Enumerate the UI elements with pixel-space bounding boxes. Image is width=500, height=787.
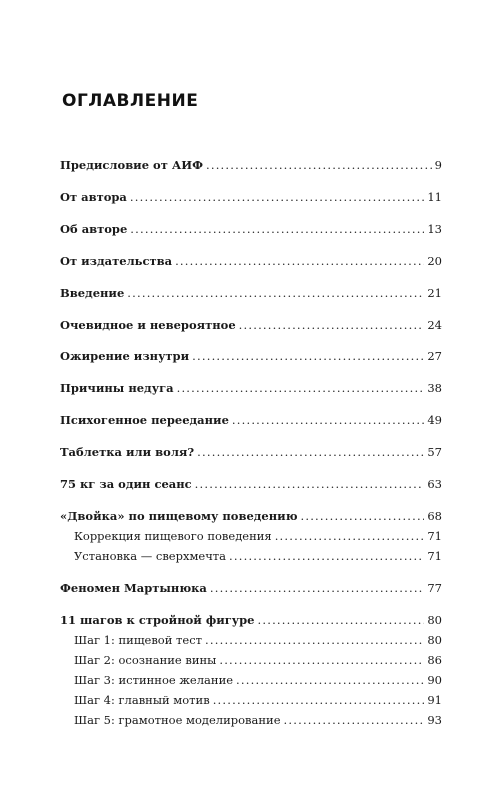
toc-entry-page: 90 <box>427 673 442 687</box>
toc-entry[interactable] <box>60 578 442 598</box>
toc-entry-page: 63 <box>427 477 442 491</box>
dot-leader <box>192 346 424 366</box>
toc-entry[interactable] <box>60 410 442 430</box>
dot-leader <box>219 650 424 670</box>
dot-leader <box>300 506 424 526</box>
toc-entry-page: 9 <box>434 158 442 172</box>
toc-entry-label: Ожирение изнутри <box>60 349 190 363</box>
toc-subentry[interactable] <box>74 526 442 546</box>
toc-entry-label: 11 шагов к стройной фигуре <box>60 613 255 627</box>
toc-entry-label: Введение <box>60 286 125 300</box>
toc-entry-page: 80 <box>427 633 442 647</box>
toc-entry[interactable] <box>60 346 442 366</box>
dot-leader <box>206 155 432 175</box>
toc-subentry[interactable] <box>74 650 442 670</box>
toc-subentry[interactable] <box>74 630 442 650</box>
dot-leader <box>213 690 425 710</box>
toc-entry-label: «Двойка» по пищевому поведению <box>60 509 298 523</box>
toc-entry-label: Коррекция пищевого поведения <box>74 529 272 543</box>
dot-leader <box>239 315 425 335</box>
toc-entry[interactable] <box>60 155 442 175</box>
dot-leader <box>210 578 424 598</box>
toc-entry-page: 27 <box>427 349 442 363</box>
dot-leader <box>177 378 425 398</box>
toc-entry-page: 86 <box>427 653 442 667</box>
dot-leader <box>236 670 424 690</box>
toc-entry-label: Очевидное и невероятное <box>60 318 236 332</box>
dot-leader <box>175 251 424 271</box>
toc-entry-page: 91 <box>427 693 442 707</box>
dot-leader <box>232 410 424 430</box>
toc-entry[interactable] <box>60 378 442 398</box>
toc-entry[interactable] <box>60 219 442 239</box>
toc-entry-label: От издательства <box>60 254 173 268</box>
toc-entry-label: Таблетка или воля? <box>60 445 195 459</box>
dot-leader <box>275 526 425 546</box>
toc-entry-label: Психогенное переедание <box>60 413 229 427</box>
dot-leader <box>284 710 425 730</box>
toc-entry-page: 57 <box>427 445 442 459</box>
toc-entry-page: 77 <box>427 581 442 595</box>
toc-title: ОГЛАВЛЕНИЕ <box>62 91 199 111</box>
toc-entry[interactable] <box>60 187 442 207</box>
toc-entry[interactable] <box>60 610 442 630</box>
toc-entry-label: Шаг 4: главный мотив <box>74 693 210 707</box>
toc-entry-label: Феномен Мартынюка <box>60 581 207 595</box>
toc-entry-label: Шаг 3: истинное желание <box>74 673 234 687</box>
toc-entry-label: Шаг 2: осознание вины <box>74 653 217 667</box>
toc-entry[interactable] <box>60 506 442 526</box>
toc-entry-label: Об авторе <box>60 222 128 236</box>
dot-leader <box>229 546 424 566</box>
toc-subentry[interactable] <box>74 710 442 730</box>
toc-entry-label: От автора <box>60 190 127 204</box>
toc-entry[interactable] <box>60 474 442 494</box>
toc-entry-label: Установка — сверхмечта <box>74 549 227 563</box>
toc-entry-page: 21 <box>427 286 442 300</box>
dot-leader <box>127 283 424 303</box>
toc-entry[interactable] <box>60 251 442 271</box>
toc-entry[interactable] <box>60 315 442 335</box>
toc-entry-page: 80 <box>427 613 442 627</box>
toc-subentry[interactable] <box>74 690 442 710</box>
dot-leader <box>197 442 424 462</box>
toc-entry-page: 68 <box>427 509 442 523</box>
toc-entry-page: 20 <box>427 254 442 268</box>
toc-entry-label: Шаг 5: грамотное моделирование <box>74 713 281 727</box>
dot-leader <box>130 187 424 207</box>
toc-entry-label: Причины недуга <box>60 381 174 395</box>
toc-entry-page: 13 <box>427 222 442 236</box>
toc-entry-page: 49 <box>427 413 442 427</box>
toc-entry-label: Шаг 1: пищевой тест <box>74 633 203 647</box>
toc-entry-label: Предисловие от АИФ <box>60 158 203 172</box>
dot-leader <box>258 610 425 630</box>
toc-entry-label: 75 кг за один сеанс <box>60 477 192 491</box>
toc-entry-page: 71 <box>427 549 442 563</box>
toc-entry-page: 24 <box>427 318 442 332</box>
toc-subentry[interactable] <box>74 670 442 690</box>
toc-subentry[interactable] <box>74 546 442 566</box>
dot-leader <box>205 630 424 650</box>
toc-entry-page: 11 <box>427 190 442 204</box>
toc-entry[interactable] <box>60 442 442 462</box>
dot-leader <box>130 219 424 239</box>
toc-entry-page: 38 <box>427 381 442 395</box>
toc-entry[interactable] <box>60 283 442 303</box>
dot-leader <box>195 474 425 494</box>
toc-entry-page: 93 <box>427 713 442 727</box>
toc-entry-page: 71 <box>427 529 442 543</box>
